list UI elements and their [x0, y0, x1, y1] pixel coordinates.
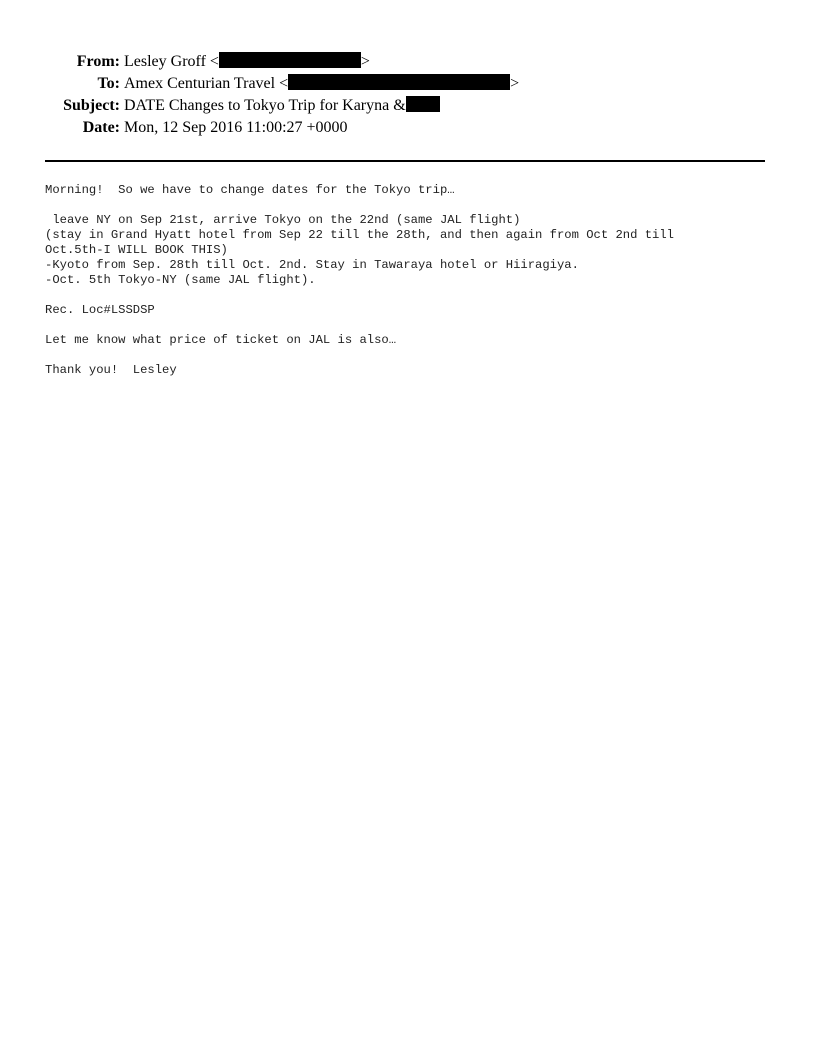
redaction-block	[406, 96, 440, 112]
paragraph-gap	[45, 318, 775, 333]
from-close: >	[360, 53, 370, 70]
signoff-line: Thank you! Lesley	[45, 363, 177, 377]
to-value	[124, 73, 519, 95]
itinerary-line: Oct.5th-I WILL BOOK THIS)	[45, 243, 228, 257]
date-value: Mon, 12 Sep 2016 11:00:27 +0000	[124, 119, 348, 136]
subject-label: Subject:	[63, 97, 120, 114]
subject-text: DATE Changes to Tokyo Trip for Karyna &	[124, 97, 406, 114]
greeting-line: Morning! So we have to change dates for the Tokyo trip…	[45, 183, 455, 197]
itinerary-line: (stay in Grand Hyatt hotel from Sep 22 till the 28th, and then again from Oct 2nd till	[45, 228, 674, 242]
redaction-block	[219, 52, 361, 68]
date-label: Date:	[82, 119, 120, 136]
from-label: From:	[76, 53, 120, 70]
date-row	[0, 117, 816, 139]
to-label: To:	[97, 75, 120, 92]
to-row	[0, 73, 816, 95]
itinerary-line: leave NY on Sep 21st, arrive Tokyo on the 22nd (same JAL flight)	[45, 213, 521, 227]
paragraph-gap	[45, 198, 775, 213]
paragraph-gap	[45, 288, 775, 303]
email-body	[45, 183, 775, 378]
price-request-line: Let me know what price of ticket on JAL is also…	[45, 333, 397, 347]
itinerary-line: -Kyoto from Sep. 28th till Oct. 2nd. Stay in Tawaraya hotel or Hiiragiya.	[45, 258, 579, 272]
subject-value	[124, 95, 440, 117]
redaction-block	[288, 74, 510, 90]
subject-row	[0, 95, 816, 117]
to-close: >	[510, 75, 520, 92]
record-locator-line: Rec. Loc#LSSDSP	[45, 303, 155, 317]
paragraph-gap	[45, 348, 775, 363]
header-divider	[45, 160, 765, 162]
from-row	[0, 51, 816, 73]
from-sender: Lesley Groff <	[124, 53, 219, 70]
to-recipient: Amex Centurian Travel <	[124, 75, 289, 92]
from-value	[124, 51, 370, 73]
itinerary-line: -Oct. 5th Tokyo-NY (same JAL flight).	[45, 273, 316, 287]
